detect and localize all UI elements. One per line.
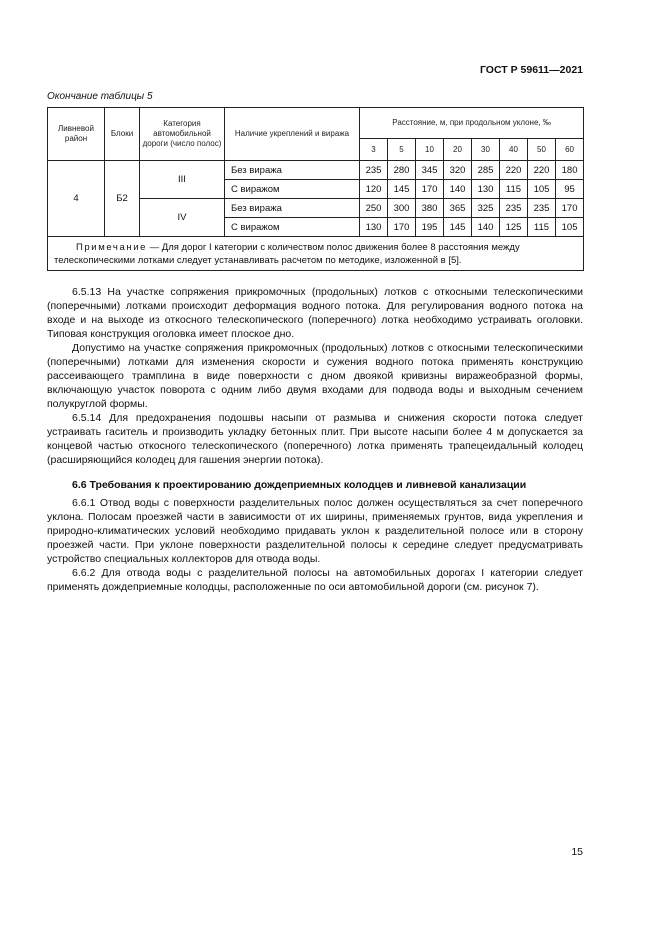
value-cell: 300	[388, 199, 416, 218]
section-heading-6-6: 6.6 Требования к проектированию дождеприемных колодцев и ливневой канализации	[72, 479, 527, 491]
value-cell: 145	[444, 218, 472, 237]
block-cell: Б2	[105, 161, 140, 237]
slope-header: 5	[388, 139, 416, 161]
table-note-row	[48, 237, 584, 271]
slope-header: 60	[556, 139, 584, 161]
value-cell: 235	[360, 161, 388, 180]
paragraph-6-5-13: 6.5.13 На участке сопряжения прикромочных (продольных) лотков с откосными телескопическими (поперечными) лотками происходит деформация водного потока. Для регулирования водного потока на входе и на выходе из откосного телескопического (поперечного) лотка необходимо устраивать оголовки. Типовая конструкция оголовка имеет плоское дно.	[47, 286, 583, 340]
value-cell: 105	[556, 218, 584, 237]
value-cell: 145	[388, 180, 416, 199]
body-text	[47, 285, 583, 594]
slope-header: 20	[444, 139, 472, 161]
page-number: 15	[571, 846, 583, 858]
header-category: Категория автомобильной дороги (число полос)	[140, 108, 225, 161]
reinforcement-cell: Без виража	[225, 199, 360, 218]
slope-header: 3	[360, 139, 388, 161]
header-blocks: Блоки	[105, 108, 140, 161]
value-cell: 125	[500, 218, 528, 237]
value-cell: 140	[444, 180, 472, 199]
paragraph-6-6-2: 6.6.2 Для отвода воды с разделительной полосы на автомобильных дорогах I категории следует применять дождеприемные колодцы, расположенные по оси автомобильной дороги (см. рисунок 7).	[47, 567, 583, 593]
value-cell: 285	[472, 161, 500, 180]
value-cell: 325	[472, 199, 500, 218]
reinforcement-cell: С виражом	[225, 218, 360, 237]
distance-table	[47, 107, 584, 271]
reinforcement-cell: С виражом	[225, 180, 360, 199]
slope-header: 30	[472, 139, 500, 161]
value-cell: 195	[416, 218, 444, 237]
value-cell: 115	[528, 218, 556, 237]
category-cell: III	[140, 161, 225, 199]
reinforcement-cell: Без виража	[225, 161, 360, 180]
paragraph-6-6-1: 6.6.1 Отвод воды с поверхности разделительных полос должен осуществляться за счет поперечного уклона. Полосам проезжей части в зависимости от их ширины, применяемых грунтов, вида укрепления и природно-климатических условий необходимо придавать уклон к разделительной полосе или в сторону проезжей части. При уклоне поверхности разделительной полосы к середине следует предусматривать устройство специальных коллекторов для отвода воды.	[47, 497, 583, 565]
slope-header: 10	[416, 139, 444, 161]
value-cell: 345	[416, 161, 444, 180]
note-label: Примечание	[76, 242, 147, 253]
document-code: ГОСТ Р 59611—2021	[479, 64, 583, 76]
value-cell: 120	[360, 180, 388, 199]
header-region: Ливневой район	[48, 108, 105, 161]
paragraph-6-5-14: 6.5.14 Для предохранения подошвы насыпи от размыва и снижения скорости потока следует устраивать гаситель и производить укладку бетонных плит. При высоте насыпи более 4 м допускается за концевой частью откосного телескопического (поперечного) лотка применять трапецеидальный колодец (расширяющийся колодец для гашения энергии потока).	[47, 412, 583, 466]
slope-header: 40	[500, 139, 528, 161]
value-cell: 170	[388, 218, 416, 237]
value-cell: 320	[444, 161, 472, 180]
value-cell: 95	[556, 180, 584, 199]
value-cell: 170	[556, 199, 584, 218]
value-cell: 140	[472, 218, 500, 237]
table-row	[48, 161, 584, 180]
category-cell: IV	[140, 199, 225, 237]
value-cell: 180	[556, 161, 584, 180]
value-cell: 235	[528, 199, 556, 218]
value-cell: 220	[528, 161, 556, 180]
value-cell: 170	[416, 180, 444, 199]
value-cell: 105	[528, 180, 556, 199]
value-cell: 130	[472, 180, 500, 199]
header-reinforcement: Наличие укреплений и виража	[225, 108, 360, 161]
table-note	[48, 237, 584, 271]
value-cell: 235	[500, 199, 528, 218]
table-caption: Окончание таблицы 5	[47, 91, 153, 102]
region-cell: 4	[48, 161, 105, 237]
note-text: — Для дорог I категории с количеством полос движения более 8 расстояния между телескопическими лотками следует устанавливать расчетом по методике, изложенной в [5].	[54, 242, 520, 266]
slope-header: 50	[528, 139, 556, 161]
value-cell: 365	[444, 199, 472, 218]
value-cell: 380	[416, 199, 444, 218]
value-cell: 250	[360, 199, 388, 218]
value-cell: 130	[360, 218, 388, 237]
value-cell: 220	[500, 161, 528, 180]
header-distance: Расстояние, м, при продольном уклоне, ‰	[360, 108, 584, 139]
value-cell: 280	[388, 161, 416, 180]
paragraph-trampoline: Допустимо на участке сопряжения прикромочных (продольных) лотков с откосными телескопическими (поперечными) лотками для изменения скорости и сужения водного потока применять конструкцию рассеивающего трамплина в виде поверхности с дном двоякой кривизны виражеобразной формы, включающую участок поворота с одним либо двумя входами для подвода воды и выходным сечением полукруглой формы.	[47, 342, 583, 410]
value-cell: 115	[500, 180, 528, 199]
